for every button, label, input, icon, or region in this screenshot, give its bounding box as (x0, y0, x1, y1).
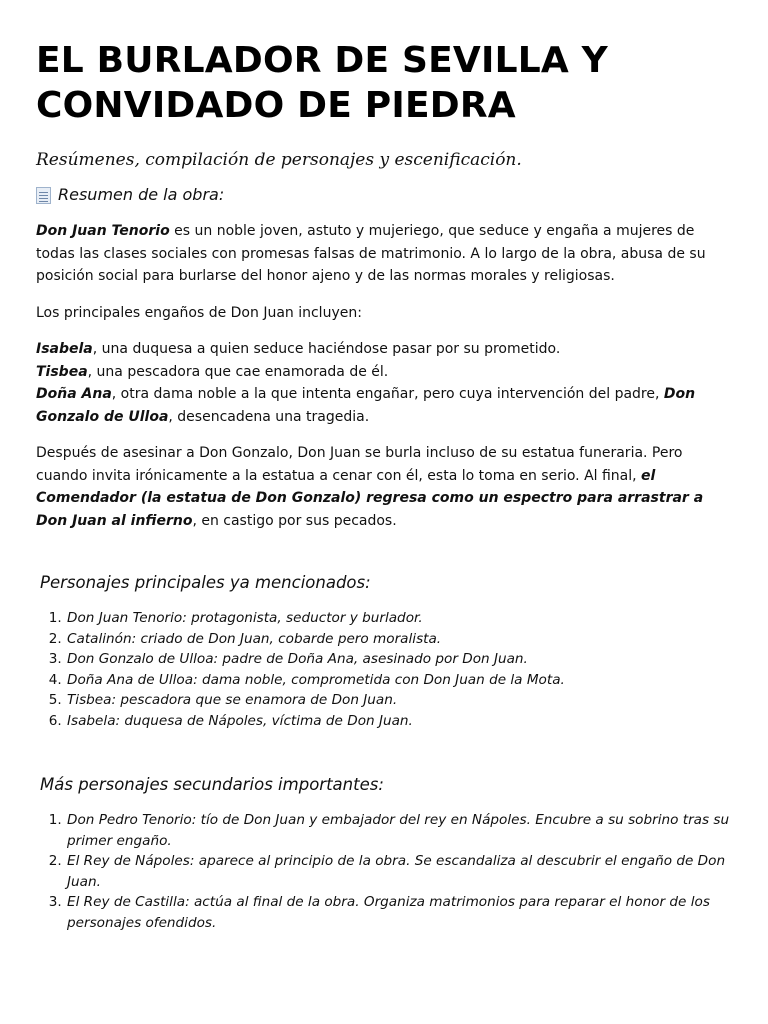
paragraph-3-end: , en castigo por sus pecados. (192, 512, 397, 529)
ana-text: , otra dama noble a la que intenta engañar, pero cuya intervención del padre, (111, 386, 664, 402)
ana-name: Doña Ana (36, 386, 112, 402)
gonzalo-name: Don Gonzalo de Ulloa (36, 386, 696, 425)
deception-isabela (36, 338, 732, 361)
list-item: 2. El Rey de Nápoles: aparece al principio de la obra. Se escandaliza al descubrir el engaño de Don Juan. (66, 851, 732, 892)
summary-paragraph-2: Los principales engaños de Don Juan incluyen: (36, 304, 362, 321)
summary-paragraph-1-text: es un noble joven, astuto y mujeriego, que seduce y engaña a mujeres de todas las clases sociales con promesas falsas de matrimonio. A lo largo de la obra, abusa de su posición social para burlarse del honor ajeno y de las normas morales y religiosas. (36, 223, 706, 284)
summary-heading-text: Resumen de la obra: (58, 185, 225, 204)
paragraph-3-bold: el Comendador (la estatua de Don Gonzalo) regresa como un espectro para arrastrar a Don Juan al infierno (36, 467, 704, 529)
list-item: 6. Isabela: duquesa de Nápoles, víctima de Don Juan. (66, 711, 732, 732)
main-characters-list (36, 608, 732, 731)
summary-heading (36, 184, 732, 206)
deception-ana (36, 383, 732, 428)
deception-tisbea (36, 361, 732, 384)
isabela-name: Isabela (36, 341, 93, 357)
document-icon (36, 187, 51, 204)
tisbea-name: Tisbea (36, 363, 88, 380)
list-item: 5. Tisbea: pescadora que se enamora de Don Juan. (66, 690, 732, 711)
summary-paragraph-3 (36, 442, 732, 532)
isabela-text: , una duquesa a quien seduce haciéndose pasar por su prometido. (92, 341, 561, 357)
gonzalo-text: , desencadena una tragedia. (168, 408, 370, 425)
list-item: 1. Don Pedro Tenorio: tío de Don Juan y embajador del rey en Nápoles. Encubre a su sobrino tras su primer engaño. (66, 810, 732, 851)
paragraph-3-start: Después de asesinar a Don Gonzalo, Don Juan se burla incluso de su estatua funeraria. Pero cuando invita irónicamente a la estatua a cenar con él, esta lo toma en serio. Al final, (36, 445, 683, 484)
list-item: 4. Doña Ana de Ulloa: dama noble, comprometida con Don Juan de la Mota. (66, 670, 732, 691)
document-title (36, 38, 732, 128)
secondary-characters-list (36, 810, 732, 933)
subtitle: Resúmenes, compilación de personajes y escenificación. (36, 150, 522, 170)
summary-paragraph-1 (36, 220, 732, 288)
list-item: 1. Don Juan Tenorio: protagonista, seductor y burlador. (66, 608, 732, 629)
title-line-1: EL BURLADOR DE SEVILLA Y (36, 40, 608, 81)
list-item: 3. El Rey de Castilla: actúa al final de la obra. Organiza matrimonios para reparar el honor de los personajes ofendidos. (66, 892, 732, 933)
tisbea-text: , una pescadora que cae enamorada de él. (87, 363, 389, 380)
title-line-2: CONVIDADO DE PIEDRA (36, 85, 516, 126)
don-juan-name: Don Juan Tenorio (36, 223, 170, 239)
secondary-characters-heading: Más personajes secundarios importantes: (40, 775, 384, 794)
deceptions-block (36, 338, 732, 428)
list-item: 3. Don Gonzalo de Ulloa: padre de Doña Ana, asesinado por Don Juan. (66, 649, 732, 670)
list-item: 2. Catalinón: criado de Don Juan, cobarde pero moralista. (66, 629, 732, 650)
main-characters-heading: Personajes principales ya mencionados: (40, 573, 371, 592)
